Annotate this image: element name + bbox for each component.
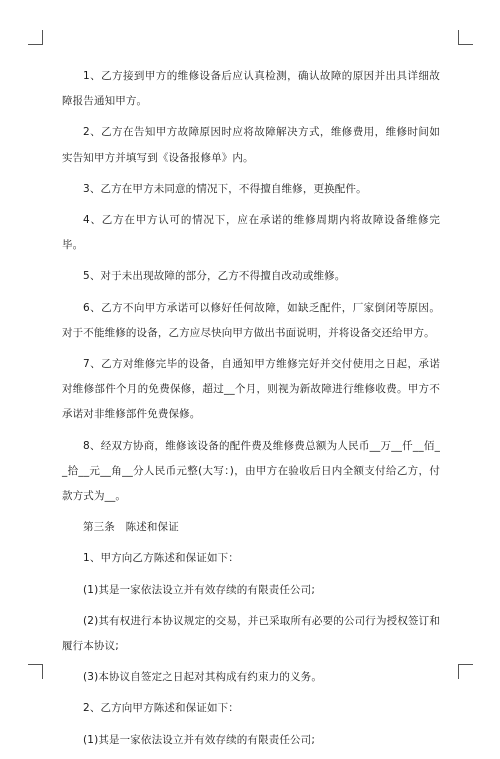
document-body bbox=[62, 64, 440, 759]
paragraph-a-item-2: (2)其有权进行本协议规定的交易，并已采取所有必要的公司行为授权签订和履行本协议; bbox=[62, 614, 440, 653]
section-heading: 第三条 陈述和保证 bbox=[83, 521, 179, 534]
paragraph-5: 5、对于未出现故障的部分，乙方不得擅自改动或维修。 bbox=[83, 270, 346, 283]
paragraph-3: 3、乙方在甲方未同意的情况下，不得擅自维修，更换配件。 bbox=[83, 182, 367, 195]
paragraph-4: 4、乙方在甲方认可的情况下，应在承诺的维修周期内将故障设备维修完毕。 bbox=[62, 214, 440, 252]
paragraph-2: 2、乙方在告知甲方故障原因时应将故障解决方式，维修费用，维修时间如实告知甲方并填写到《设备报修单》内。 bbox=[62, 126, 440, 164]
paragraph-a-item-1: (1)其是一家依法设立并有效存续的有限责任公司; bbox=[83, 583, 316, 596]
paragraph-b-item-1: (1)其是一家依法设立并有效存续的有限责任公司; bbox=[83, 733, 316, 746]
paragraph-8: 8、经双方协商，维修该设备的配件费及维修费总额为人民币__万__仟__佰__拾__元__角__分人民币元整(大写：)，由甲方在验收后日内全额支付给乙方，付款方式为__。 bbox=[62, 439, 440, 503]
paragraph-party-a-warranty: 1、甲方向乙方陈述和保证如下： bbox=[83, 552, 239, 565]
crop-mark-top-left bbox=[28, 30, 43, 45]
paragraph-1: 1、乙方接到甲方的维修设备后应认真检测，确认故障的原因并出具详细故障报告通知甲方。 bbox=[62, 70, 440, 108]
paragraph-6: 6、乙方不向甲方承诺可以修好任何故障，如缺乏配件，厂家倒闭等原因。对于不能维修的设备，乙方应尽快向甲方做出书面说明，并将设备交还给甲方。 bbox=[62, 301, 440, 339]
crop-mark-top-right bbox=[458, 30, 473, 45]
paragraph-party-b-warranty: 2、乙方向甲方陈述和保证如下： bbox=[83, 702, 239, 715]
crop-mark-bottom-left bbox=[28, 664, 43, 679]
paragraph-7: 7、乙方对维修完毕的设备，自通知甲方维修完好并交付使用之日起，承诺对维修部件个月的免费保修，超过__个月，则视为新故障进行维修收费。甲方不承诺对非维修部件免费保修。 bbox=[62, 358, 440, 421]
paragraph-a-item-3: (3)本协议自签定之日起对其构成有约束力的义务。 bbox=[83, 671, 322, 684]
crop-mark-bottom-right bbox=[458, 664, 473, 679]
